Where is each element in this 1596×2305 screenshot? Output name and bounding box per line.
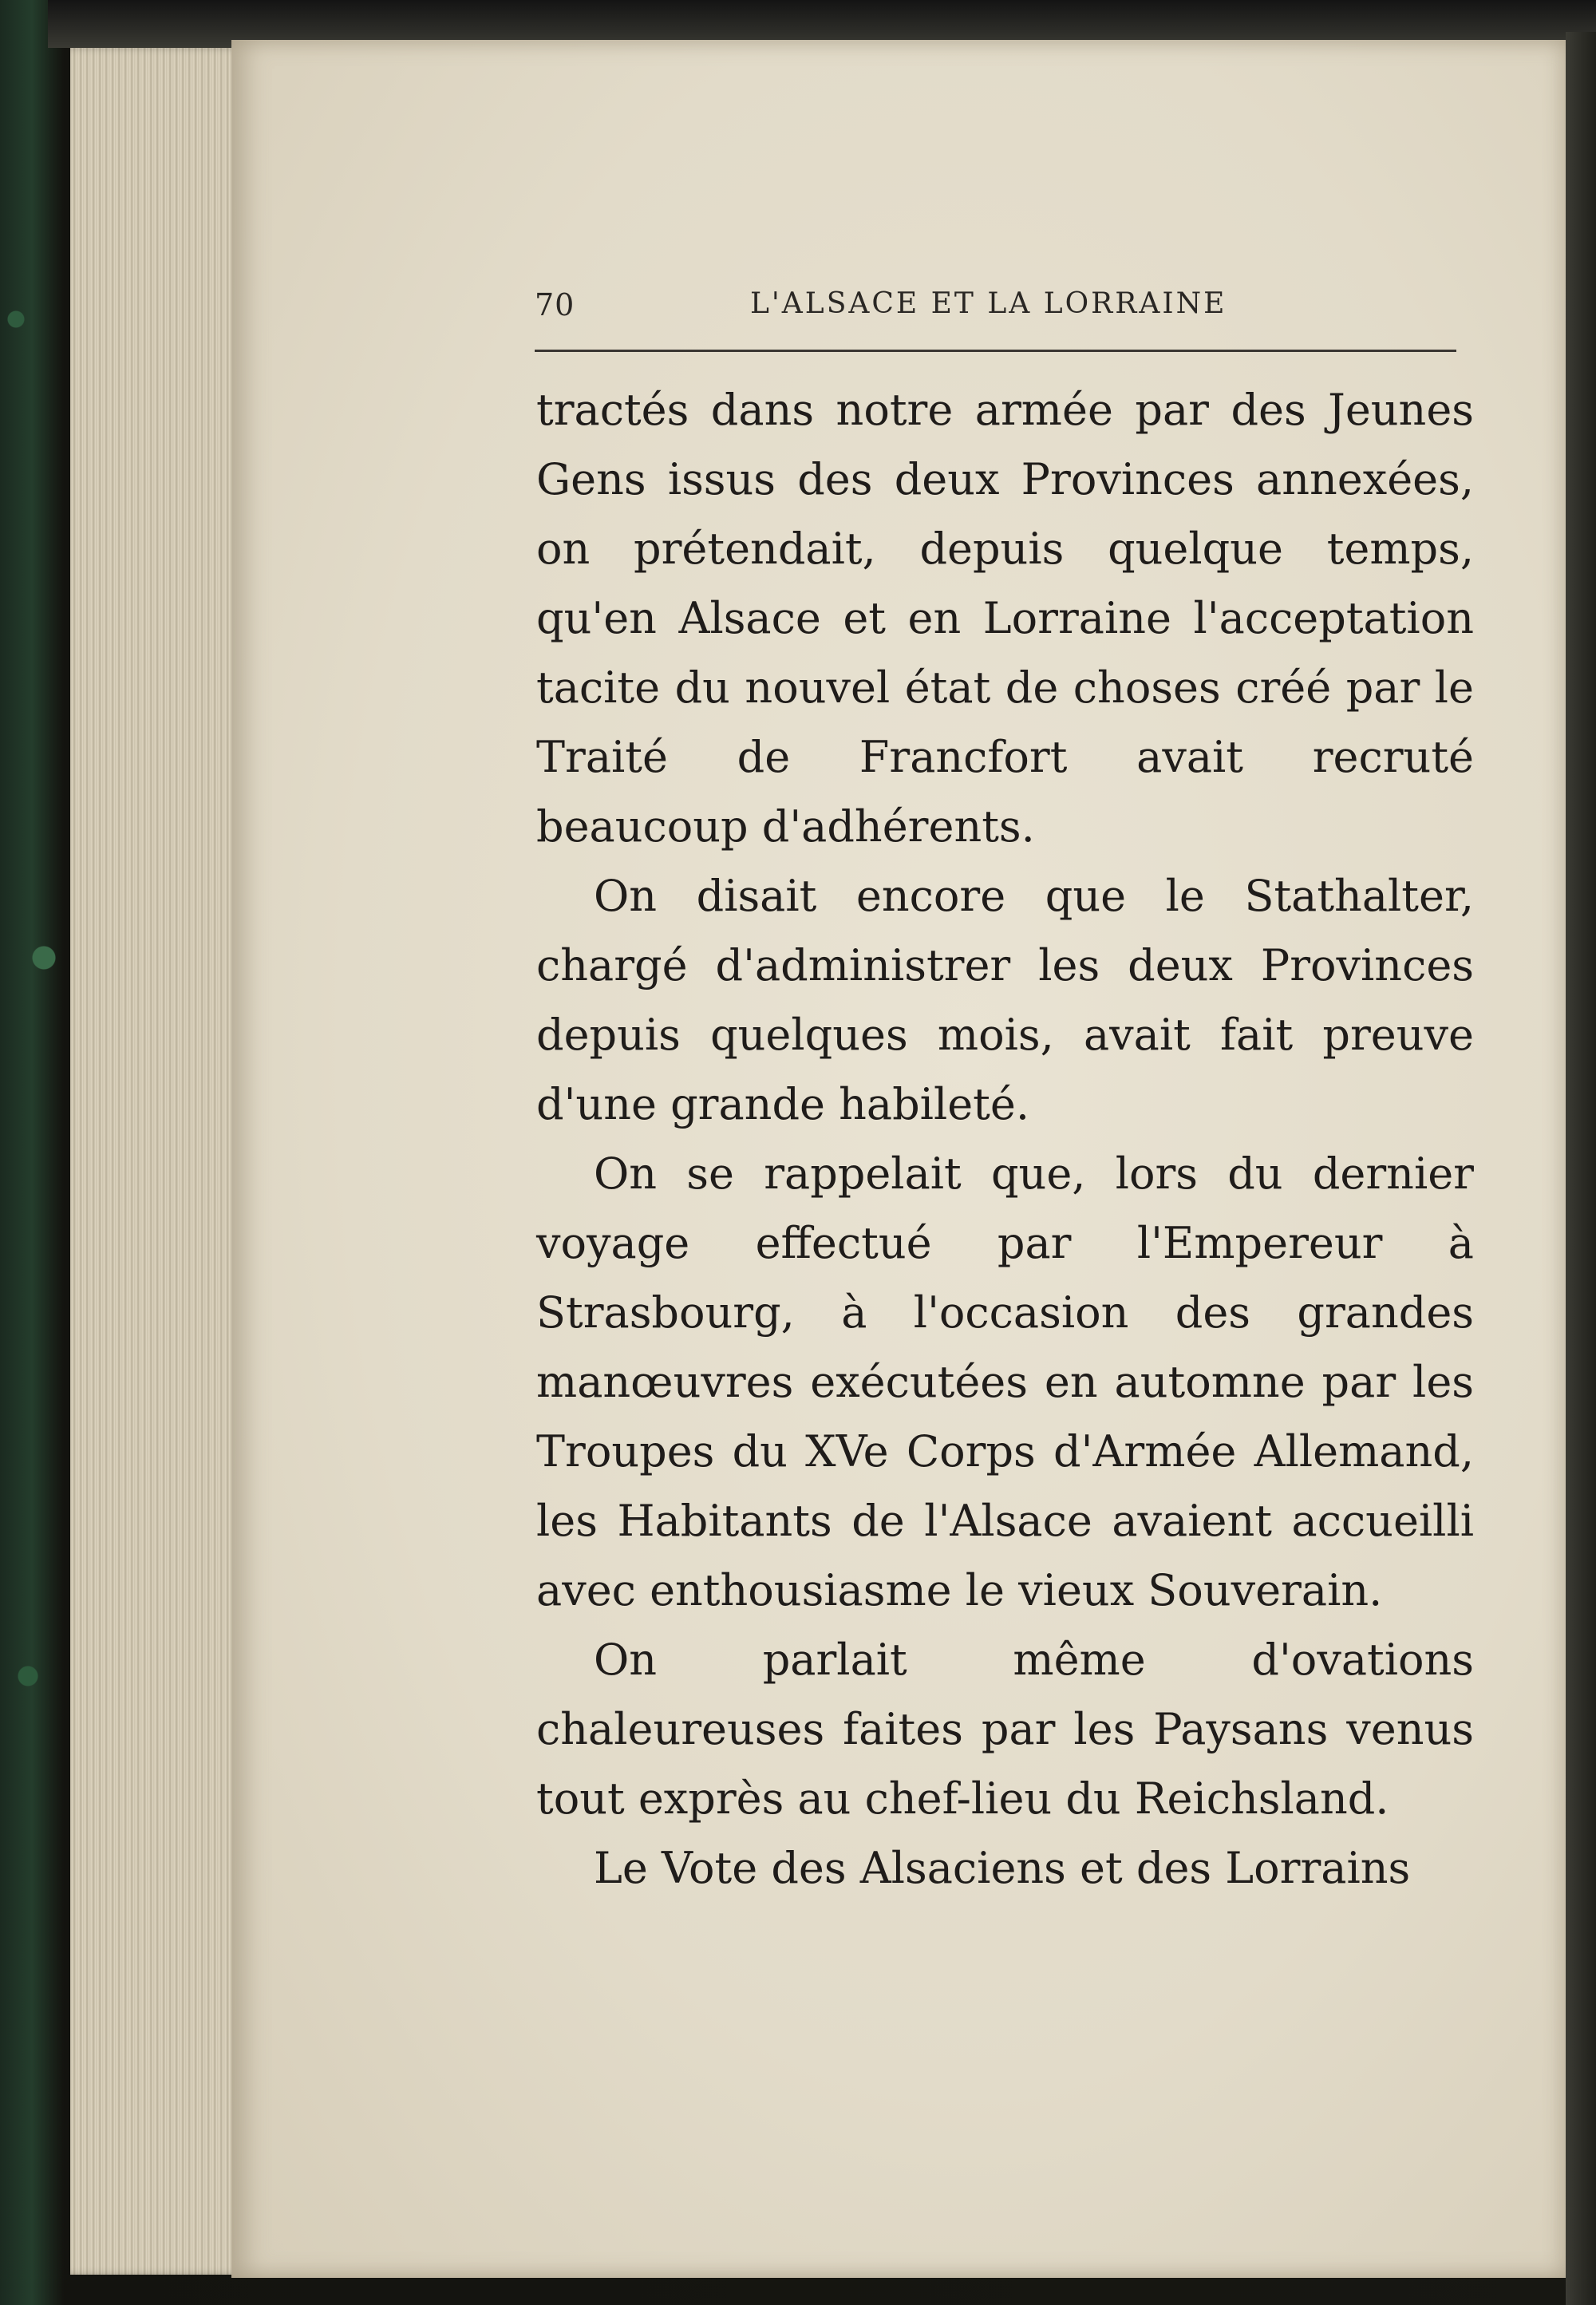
page-number: 70 xyxy=(535,287,575,322)
header-rule xyxy=(535,350,1456,352)
paragraph: On parlait même d'ovations chaleureuses faites par les Paysans venus tout exprès au chef-lieu du Reichsland. xyxy=(536,1635,1474,1824)
paragraph: tractés dans notre armée par des Jeunes Gens issus des deux Provinces annexées, on prétendait, depuis quelque temps, qu'en Alsace et en Lorraine l'acceptation tacite du nouvel état de choses créé par le Traité de Francfort avait recruté beaucoup d'adhérents. xyxy=(536,385,1474,852)
paragraph: On se rappelait que, lors du dernier voyage effectué par l'Empereur à Strasbourg, à l'occasion des grandes manœuvres exécutées en automne par les Troupes du XVe Corps d'Armée Allemand, les Habitants de l'Alsace avaient accueilli avec enthousiasme le vieux Souverain. xyxy=(536,1149,1474,1615)
running-head xyxy=(535,287,1460,335)
paragraph: Le Vote des Alsaciens et des Lorrains xyxy=(594,1843,1411,1893)
body-text xyxy=(536,375,1474,1903)
page-stack xyxy=(70,48,246,2275)
book-binding-edge xyxy=(1566,32,1596,2305)
paragraph: On disait encore que le Stathalter, chargé d'administrer les deux Provinces depuis quelques mois, avait fait preuve d'une grande habileté. xyxy=(536,871,1474,1129)
running-title: L'ALSACE ET LA LORRAINE xyxy=(750,287,1227,320)
